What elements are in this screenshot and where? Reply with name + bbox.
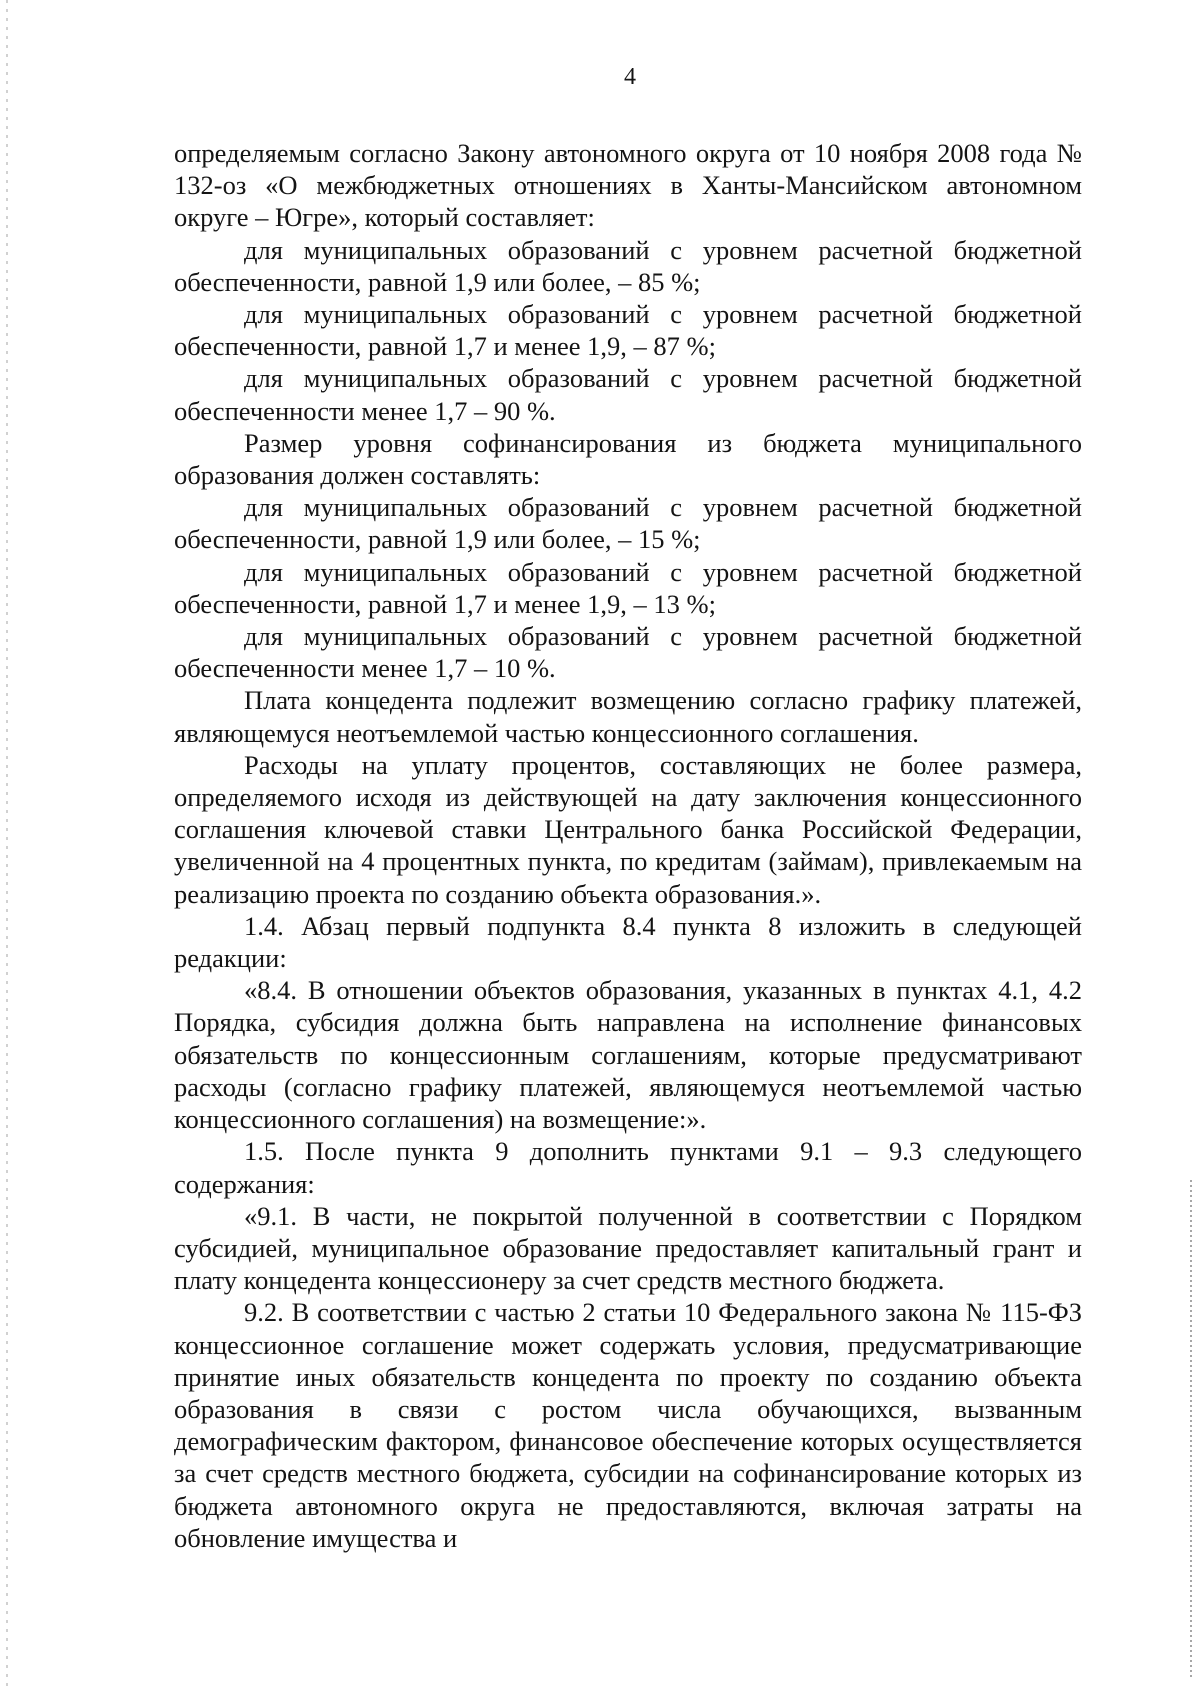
scan-edge-right: [1190, 1180, 1192, 1680]
paragraph: для муниципальных образований с уровнем расчетной бюджетной обеспеченности, равной 1,9 или более, – 85 %;: [174, 234, 1082, 297]
document-body: [174, 137, 1082, 1554]
page-number: 4: [624, 64, 636, 90]
paragraph: 1.4. Абзац первый подпункта 8.4 пункта 8 изложить в следующей редакции:: [174, 910, 1082, 974]
paragraph: определяемым согласно Закону автономного округа от 10 ноября 2008 года № 132-оз «О межбюджетных отношениях в Ханты-Мансийском автономном округе – Югре», который составляет:: [174, 138, 1082, 233]
paragraph: 1.5. После пункта 9 дополнить пунктами 9.1 – 9.3 следующего содержания:: [174, 1136, 1082, 1199]
paragraph: для муниципальных образований с уровнем расчетной бюджетной обеспеченности, равной 1,9 или более, – 15 %;: [174, 492, 1082, 555]
paragraph: 9.2. В соответствии с частью 2 статьи 10 Федерального закона № 115-ФЗ концессионное соглашение может содержать условия, предусматривающие принятие иных обязательств концедента по проекту по созданию объекта образования в связи с ростом числа обучающихся, вызванным демографическим фактором, финансовое обеспечение которых осуществляется за счет средств местного бюджета, субсидии на софинансирование которых из бюджета автономного округа не предоставляются, включая затраты на обновление имущества и: [174, 1297, 1082, 1553]
scan-edge-left: [6, 0, 8, 1686]
paragraph: для муниципальных образований с уровнем расчетной бюджетной обеспеченности менее 1,7 – 10 %.: [174, 621, 1082, 684]
paragraph: Плата концедента подлежит возмещению согласно графику платежей, являющемуся неотъемлемой частью концессионного соглашения.: [174, 685, 1082, 748]
paragraph: для муниципальных образований с уровнем расчетной бюджетной обеспеченности менее 1,7 – 90 %.: [174, 363, 1082, 426]
paragraph: для муниципальных образований с уровнем расчетной бюджетной обеспеченности, равной 1,7 и менее 1,9, – 87 %;: [174, 299, 1082, 362]
paragraph: Расходы на уплату процентов, составляющих не более размера, определяемого исходя из действующей на дату заключения концессионного соглашения ключевой ставки Центрального банка Российской Федерации, увеличенной на 4 процентных пункта, по кредитам (займам), привлекаемым на реализацию проекта по созданию объекта образования.».: [174, 749, 1082, 909]
paragraph: для муниципальных образований с уровнем расчетной бюджетной обеспеченности, равной 1,7 и менее 1,9, – 13 %;: [174, 556, 1082, 619]
paragraph: «8.4. В отношении объектов образования, указанных в пунктах 4.1, 4.2 Порядка, субсидия должна быть направлена на исполнение финансовых обязательств по концессионным соглашениям, которые предусматривают расходы (согласно графику платежей, являющемуся неотъемлемой частью концессионного соглашения) на возмещение:».: [174, 975, 1082, 1135]
paragraph: «9.1. В части, не покрытой полученной в соответствии с Порядком субсидией, муниципальное образование предоставляет капитальный грант и плату концедента концессионеру за счет средств местного бюджета.: [174, 1200, 1082, 1296]
paragraph: Размер уровня софинансирования из бюджета муниципального образования должен составлять:: [174, 427, 1082, 491]
